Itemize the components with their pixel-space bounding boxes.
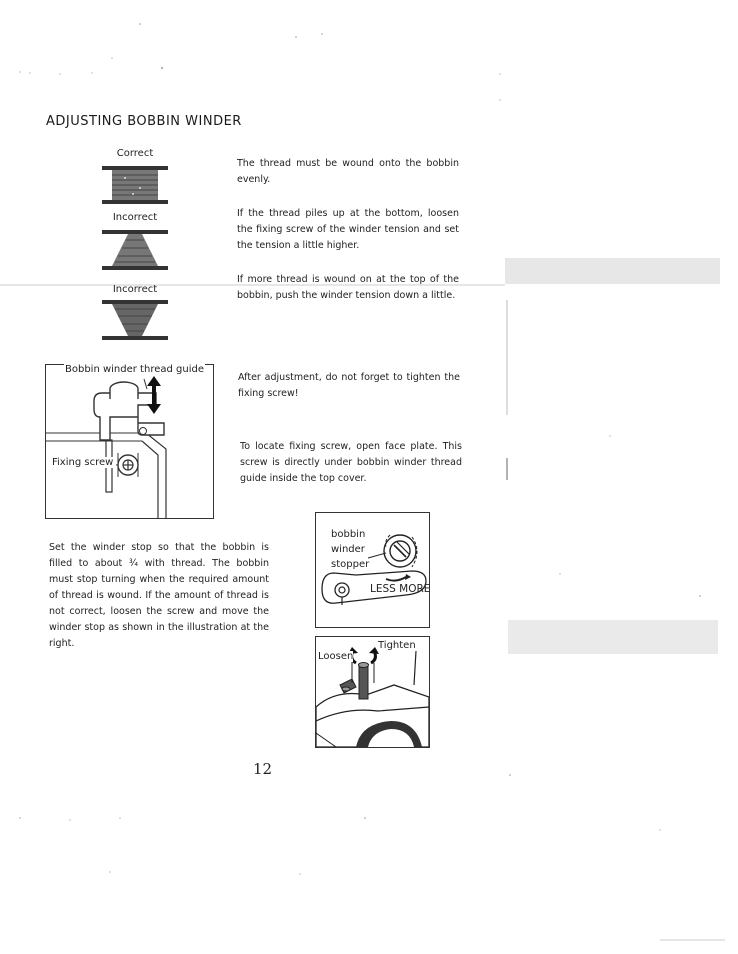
text-correct: The thread must be wound onto the bobbin evenly. xyxy=(237,158,459,185)
bobbin-incorrect-label-2: Incorrect xyxy=(112,284,158,295)
stopper-label-line1: bobbin xyxy=(331,529,366,540)
page-title: ADJUSTING BOBBIN WINDER xyxy=(46,114,242,129)
stopper-label-line2: winder xyxy=(331,544,365,555)
less-more-label: LESS MORE xyxy=(370,583,431,595)
loosen-label: Loosen xyxy=(318,651,354,662)
winder-stopper-diagram xyxy=(315,512,430,628)
bobbin-top-heavy-image xyxy=(100,298,170,342)
stopper-label-line3: stopper xyxy=(331,559,370,570)
bobbin-even-image xyxy=(100,164,170,206)
tighten-label: Tighten xyxy=(378,640,416,651)
text-incorrect-top: If more thread is wound on at the top of the bobbin, push the winder tension down a little. xyxy=(237,274,459,301)
text-after-adjustment: After adjustment, do not forget to tighten the fixing screw! xyxy=(238,372,460,399)
text-incorrect-bottom: If the thread piles up at the bottom, loosen the fixing screw of the winder tension and set the tension a little higher. xyxy=(237,208,459,251)
loosen-tighten-diagram xyxy=(315,636,430,748)
bobbin-bottom-heavy-image xyxy=(100,228,170,272)
bobbin-correct-label: Correct xyxy=(116,148,154,159)
thread-guide-label: Bobbin winder thread guide xyxy=(65,364,204,375)
fixing-screw-label: Fixing screw xyxy=(52,457,114,468)
thread-guide-diagram xyxy=(45,364,214,519)
bobbin-incorrect-label-1: Incorrect xyxy=(112,212,158,223)
page-number: 12 xyxy=(253,760,273,778)
text-winder-stop: Set the winder stop so that the bobbin is filled to about ¾ with thread. The bobbin must stop turning when the required amount of thread is wound. If the amount of thread is not correct, loosen the screw and move the winder stop as shown in the illustration at the right. xyxy=(49,542,269,649)
text-locate-screw: To locate fixing screw, open face plate. This screw is directly under bobbin winder thread guide inside the top cover. xyxy=(240,441,462,484)
